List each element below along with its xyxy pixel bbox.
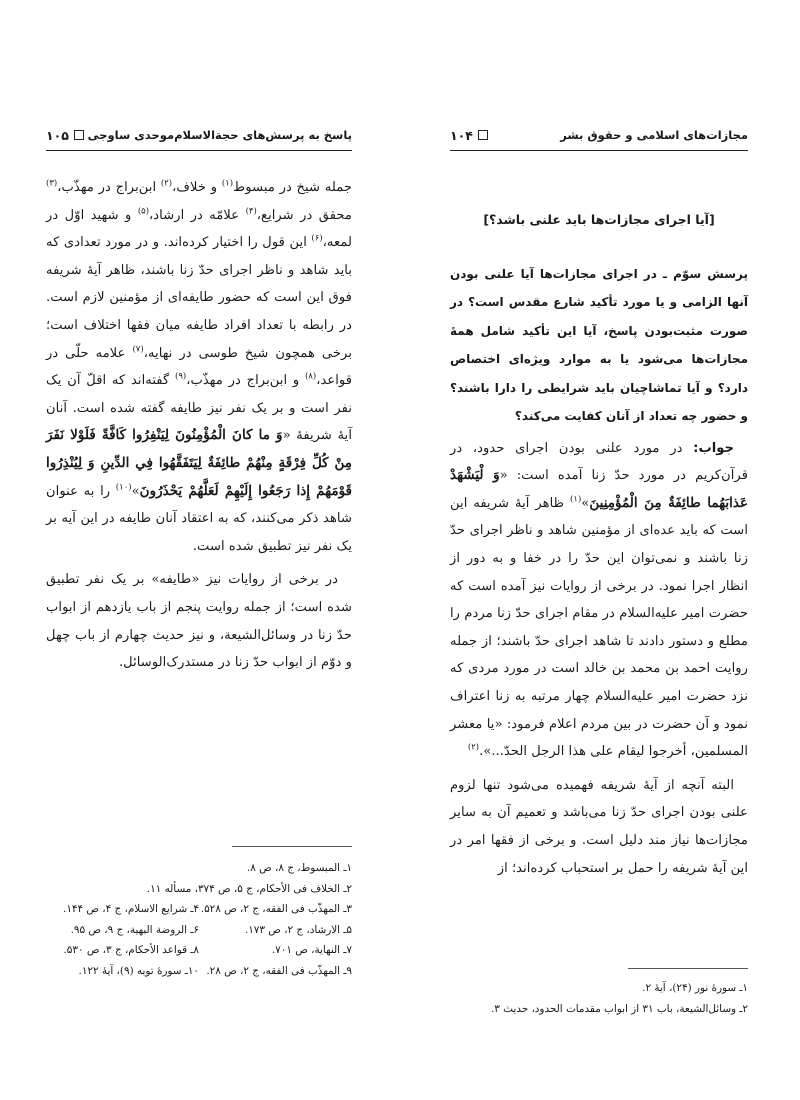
footnote-ref: (۲) [160,178,173,189]
footnote: ۱ـ سورۀ نور (۲۴)، آیۀ ۲. [642,982,748,994]
section-title: [آیا اجرای مجازات‌ها باید علنی باشد؟] [483,212,715,227]
square-ornament-icon [478,130,488,140]
footnote: ۱ـ المبسوط، ج ۸، ص ۸. [246,862,352,874]
footnote-divider [232,846,352,847]
page-header [450,124,748,151]
footnote-ref: (۸) [304,371,317,382]
footnote-ref: (۱) [221,178,234,189]
quran-verse: وَ لْيَشْهَدْ عَذابَهُما طائِفَةٌ مِنَ الْمُؤْمِنِينَ [450,467,748,511]
page-body [450,206,748,888]
body-paragraph: جمله شیخ در مبسوط$^{(۱)}$ و خلاف،$^{(۲)}$ ابن‌براج در مهذّب،$^{(۳)}$ محقق در شرایع،$^{(۴)}$ علامّه در ارشاد،$^{(۵)}$ و شهید اوّل در لمعه،$^{(۶)}$ این قول را اختیار کرده‌اند. و در مورد تعدادی که باید شاهد و ناظر اجرای حدّ زنا باشند، ظاهر آیۀ شریفه فوق این است که حضور طایفه‌ای از مؤمنین لازم است. در رابطه با تعداد افراد طایفه میان فقها اختلاف است؛ برخی همچون شیخ طوسی در نهایه،$^{(۷)}$ علامه حلّی در قواعد،$^{(۸)}$ و ابن‌براج در مهذّب،$^{(۹)}$ گفته‌اند که اقلّ آن یک نفر است و بر یک نفر نیز طایفه گفته شده است. آنان آیۀ شریفۀ «وَ ما كانَ الْمُؤْمِنُونَ لِيَنْفِرُوا كَافَّةً فَلَوْلا نَفَرَ مِنْ كُلِّ فِرْقَةٍ مِنْهُمْ طائِفَةٌ لِيَتَفَقَّهُوا فِي الدِّينِ وَ لِيُنْذِرُوا قَوْمَهُمْ إِذا رَجَعُوا إِلَيْهِمْ لَعَلَّهُمْ يَحْذَرُونَ»$^{(۱۰)}$ را به عنوان شاهد ذکر می‌کنند، که به اعتقاد آنان طایفه در این آیه بر یک نفر نیز تطبیق شده است. [46,178,353,554]
body-paragraph: در برخی از روایات نیز «طایفه» بر یک نفر تطبیق شده است؛ از جمله روایت پنجم از باب یازدهم از ابواب حدّ زنا در وسائل‌الشیعة، و نیز حدیث چهارم از باب چهل و دوّم از ابواب حدّ زنا در مستدرک‌الوسائل. [46,572,352,671]
page-number: ۱۰۴ [450,128,488,143]
footnote: ۱۰ـ سورۀ توبه (۹)، آیۀ ۱۲۲. [78,964,199,977]
footnote: ۲ـ الخلاف فی الأحکام، ج ۵، ص ۳۷۴، مسأله ۱۱. [146,882,352,895]
footnotes [450,978,748,1019]
footnotes [46,858,352,982]
footnote: ۳ـ المهذّب فی الفقه، ج ۲، ص ۵۲۸. [200,903,352,916]
page-header [46,124,352,151]
body-paragraph: البته آنچه از آیۀ شریفه فهمیده می‌شود تنها لزوم علنی بودن اجرای حدّ زنا می‌باشد و تعمیم آن به سایر مجازات‌ها نیاز مند دلیل است. و برخی از فقها امر در این آیۀ شریفه را حمل بر استحباب کرده‌اند؛ از [450,777,748,876]
footnote-ref: (۱) [570,494,582,505]
square-ornament-icon [74,130,84,140]
footnote-ref: (۳) [46,178,58,189]
quran-verse: وَ ما كانَ الْمُؤْمِنُونَ لِيَنْفِرُوا كَافَّةً فَلَوْلا نَفَرَ مِنْ كُلِّ فِرْقَةٍ مِنْهُمْ طائِفَةٌ لِيَتَفَقَّهُوا فِي الدِّينِ وَ لِيُنْذِرُوا قَوْمَهُمْ إِذا رَجَعُوا إِلَيْهِمْ لَعَلَّهُمْ يَحْذَرُونَ [46,427,352,499]
page-104 [400,0,800,1100]
footnote-ref: (۹) [174,371,187,382]
footnote-ref: (۷) [132,344,144,355]
page-number: ۱۰۵ [46,128,84,143]
footnote-ref: (۲) [467,742,480,753]
footnote: ۶ـ الروضة البهیة، ج ۹، ص ۹۵. [70,923,199,936]
footnote: ۷ـ النهایة، ص ۷۰۱. [271,944,352,957]
footnote: ۲ـ وسائل‌الشیعة، باب ۳۱ از ابواب مقدمات الحدود، حدیث ۳. [490,1002,748,1015]
question-text: پرسش سوّم ـ در اجرای مجازات‌ها آیا علنی بودن آنها الزامی و یا مورد تأکید شارع مقدس است؟ در صورت مثبت‌بودن پاسخ، آیا این تأکید شامل همۀ مجازات‌ها می‌شود یا به موارد ویژه‌ای اختصاص دارد؟ و آیا تماشاچیان باید شرایطی را دارا باشند؟ و حضور چه تعداد از آنان کفایت می‌کند؟ [450,266,748,424]
footnote-ref: (۵) [137,206,150,217]
running-title: پاسخ به پرسش‌های حجة‌الاسلام‌موحدی ساوجی [87,128,352,142]
footnote: ۸ـ قواعد الأحکام، ج ۳، ص ۵۳۰. [63,944,199,957]
footnote-divider [628,968,748,969]
footnote: ۹ـ المهذّب فی الفقه، ج ۲، ص ۲۸. [206,964,352,977]
page-body [46,174,352,683]
answer-paragraph: جواب: در مورد علنی بودن اجرای حدود، در قرآن‌کریم در مورد حدّ زنا آمده است: «وَ لْيَشْهَدْ عَذابَهُما طائِفَةٌ مِنَ الْمُؤْمِنِينَ»$^{(۱)}$ ظاهر آیۀ شریفه این است که باید عده‌ای از مؤمنین شاهد و ناظر اجرای حدّ زنا باشند و نمی‌توان این حدّ را در خفا و به دور از انظار اجرا نمود. در برخی از روایات نیز آمده است که حضرت امیر علیه‌السلام در مقام اجرای حدّ زنا مردم را مطلع و دستور دادند تا شاهد اجرای حدّ باشند؛ از جمله روایت احمد بن محمد بن خالد است در مورد مردی که نزد حضرت امیر علیه‌السلام چهار مرتبه به زنا اعتراف نمود و آن حضرت در بین مردم اعلام فرمود: «یا معشر المسلمین، أخرجوا لیقام علی هذا الرجل الحدّ...».$^{(۲)}$ [450,440,748,760]
footnote-ref: (۶) [311,233,323,244]
footnote-ref: (۱۰) [115,482,132,493]
footnote: ۵ـ الارشاد، ج ۲، ص ۱۷۳. [244,923,352,936]
answer-label: جواب: [693,440,734,456]
footnote: ۴ـ شرایع الاسلام، ج ۴، ص ۱۴۴. [63,903,199,916]
running-title: مجازات‌های اسلامی و حقوق بشر [560,128,748,142]
footnote-ref: (۴) [245,206,257,217]
